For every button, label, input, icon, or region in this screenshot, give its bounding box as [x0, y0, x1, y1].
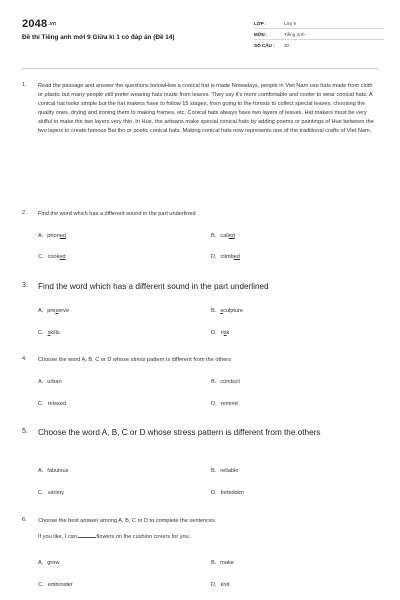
logo-text: 2048	[22, 18, 48, 30]
option-d[interactable]: D. remind	[211, 401, 238, 407]
option-c[interactable]: C. skills	[38, 330, 60, 336]
question-number: 1.	[22, 82, 27, 88]
question-1	[22, 82, 378, 137]
question-text: Choose the word A, B, C or D whose stress pattern is different from the others	[38, 428, 321, 437]
logo-suffix: .vn	[48, 21, 57, 27]
question-3	[22, 281, 378, 293]
meta-subject-label: MÔN :	[254, 31, 268, 37]
option-a[interactable]: A. fabulous	[38, 468, 69, 474]
meta-class-label: LỚP :	[254, 20, 267, 26]
question-4	[22, 356, 378, 365]
question-2	[22, 210, 378, 219]
question-6	[22, 517, 378, 540]
option-a[interactable]: A. grow	[38, 560, 60, 566]
option-b[interactable]: B. conduct	[211, 379, 240, 385]
question-text: Find the word which has a different sound in the part underlined	[38, 211, 196, 217]
question-text: Choose the word A, B, C or D whose stress pattern is different from the others	[38, 357, 231, 363]
option-b[interactable]: B. reliable	[211, 468, 239, 474]
meta-subject-value: Tiếng Anh	[284, 31, 305, 37]
option-b[interactable]: B. make	[211, 560, 234, 566]
header-divider	[22, 68, 378, 69]
answer-blank	[78, 533, 96, 538]
question-number: 2.	[22, 210, 27, 216]
question-number: 4.	[22, 356, 27, 362]
option-d[interactable]: D. forbidden	[211, 490, 244, 496]
meta-count-row	[254, 40, 384, 51]
question-number: 3.	[22, 282, 28, 289]
question-5	[22, 427, 378, 439]
meta-subject-row	[254, 29, 384, 40]
page-header	[0, 0, 400, 64]
question-number: 6.	[22, 517, 27, 523]
option-d[interactable]: D. climbed	[211, 254, 240, 260]
meta-class-row	[254, 18, 384, 29]
option-b[interactable]: B. called	[211, 233, 235, 239]
meta-count-label: SỐ CÂU :	[254, 43, 275, 48]
option-d[interactable]: D. knit	[211, 582, 230, 588]
option-d[interactable]: D. risk	[211, 330, 230, 336]
document-title: Đề thi Tiếng anh mới 9 Giữa kì 1 có đáp án (Đề 14)	[22, 34, 175, 41]
option-a[interactable]: A. urban	[38, 379, 62, 385]
meta-class-value: Lớp 9	[284, 20, 296, 26]
option-a[interactable]: A. preserve	[38, 308, 70, 314]
question-sentence: If you like, I can flowers on the cushion covers for you.	[38, 534, 191, 541]
option-c[interactable]: C. variety	[38, 490, 65, 496]
question-text: Choose the best answer among A, B, C or D to complete the sentences	[38, 518, 215, 524]
question-text: Find the word which has a different sound in the part underlined	[38, 282, 269, 291]
site-logo[interactable]	[22, 18, 56, 30]
option-c[interactable]: C. cooked	[38, 254, 66, 260]
document-meta	[254, 18, 384, 51]
option-c[interactable]: C. relaxed	[38, 401, 66, 407]
question-text: Read the passage and answer the questions belowHow a conical hat is made Nowadays, people in Viet Nam use hats made from cloth or plastic but many people still prefer wearing hats made from leaves. They say it's more comfortable and cooler to wear conical hats. A conical hat looks simple but the hat makers have to follow 15 stages, from going to the forests to collect special leaves, choosing the quality ones, drying and ironing them to making frames, etc. Conical hats always have two layers of leaves. Hat makers must be very skilful to make the two layers very thin. In Hue, the artisans make special conical hats by adding poems or paintings of Hue between the two layers to create famous Bai tho or poetic conical hats. Making conical hats now represents one of the traditional crafts of Viet Nam.	[38, 83, 374, 135]
question-number: 5.	[22, 428, 28, 435]
option-c[interactable]: C. embroider	[38, 582, 73, 588]
option-a[interactable]: A. phoned	[38, 233, 66, 239]
option-b[interactable]: B. sculpture	[211, 308, 243, 314]
meta-count-value: 30	[284, 43, 290, 48]
